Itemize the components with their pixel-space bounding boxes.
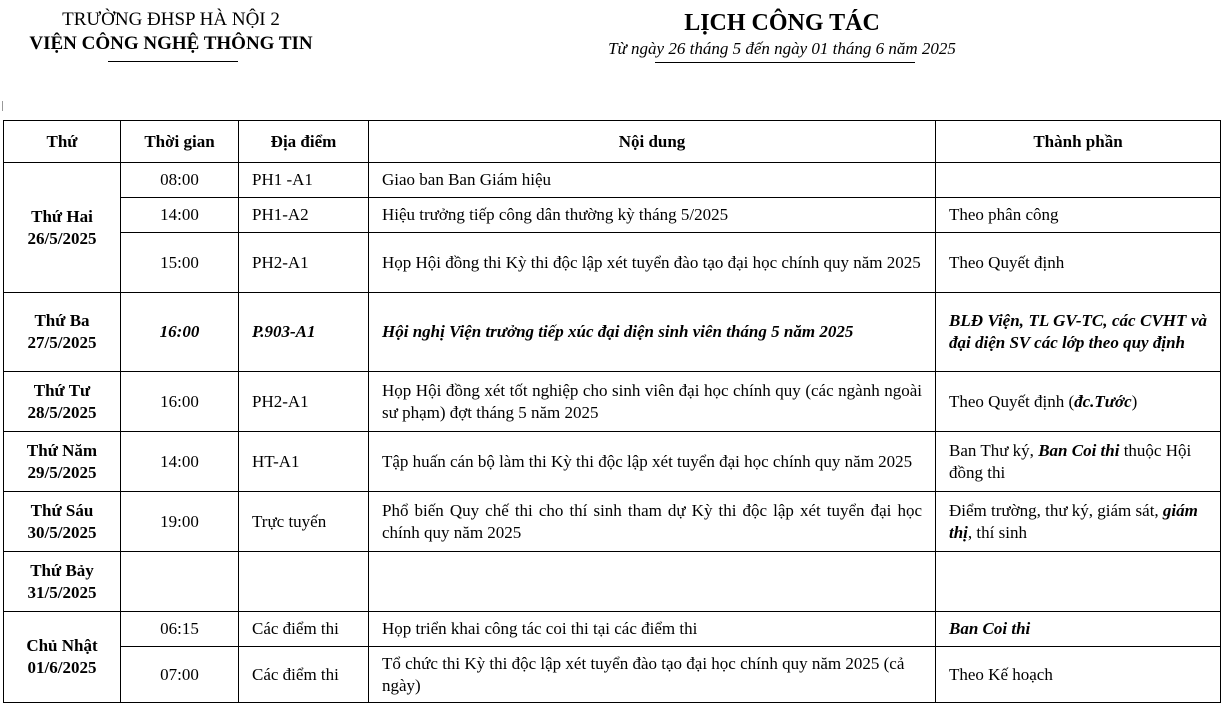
day-date: 27/5/2025 (27, 333, 97, 352)
table-row (4, 612, 1221, 647)
time-cell: 08:00 (121, 163, 239, 198)
day-cell (4, 552, 121, 612)
place-cell: PH2-A1 (239, 372, 369, 432)
participants-cell: Theo phân công (936, 198, 1221, 233)
col-day-header: Thứ (4, 121, 121, 163)
participants-text: Ban Thư ký, (949, 440, 1039, 460)
day-name: Thứ Tư (33, 380, 91, 400)
day-name: Thứ Hai (31, 206, 93, 226)
institute-name: VIỆN CÔNG NGHỆ THÔNG TIN (29, 33, 313, 54)
day-name: Thứ Ba (34, 311, 90, 330)
participants-emphasis: Ban Coi thi (1038, 440, 1120, 460)
day-name: Thứ Năm (26, 440, 98, 460)
day-date: 29/5/2025 (27, 462, 97, 482)
col-time-header: Thời gian (121, 121, 239, 163)
participants-cell: Theo Quyết định (936, 233, 1221, 293)
time-cell: 14:00 (121, 432, 239, 492)
content-cell: Phổ biến Quy chế thi cho thí sinh tham dự Kỳ thi độc lập xét tuyển đại học chính quy năm 2025 (369, 492, 936, 552)
day-cell (4, 372, 121, 432)
day-date: 30/5/2025 (27, 522, 97, 542)
time-cell: 19:00 (121, 492, 239, 552)
table-row (4, 233, 1221, 293)
day-date: 26/5/2025 (27, 228, 97, 248)
content-cell: Họp Hội đồng thi Kỳ thi độc lập xét tuyển đào tạo đại học chính quy năm 2025 (369, 233, 936, 293)
content-cell: Tổ chức thi Kỳ thi độc lập xét tuyển đào tạo đại học chính quy năm 2025 (cả ngày) (369, 647, 936, 703)
table-row (4, 163, 1221, 198)
time-cell: 16:00 (121, 293, 239, 372)
table-row (4, 432, 1221, 492)
page-corner-mark (2, 101, 3, 111)
day-date: 28/5/2025 (27, 402, 97, 422)
participants-cell (936, 492, 1221, 552)
time-cell: 06:15 (121, 612, 239, 647)
participants-text: thuộc Hội đồng thi (949, 440, 1192, 482)
day-cell (4, 163, 121, 293)
day-name: Chủ Nhật (26, 636, 98, 655)
document-subtitle: Từ ngày 26 tháng 5 đến ngày 01 tháng 6 năm 2025 (608, 39, 956, 58)
participants-text: Theo Quyết định ( (949, 391, 1075, 411)
day-date: 31/5/2025 (27, 582, 97, 602)
document-header-right (560, 8, 1004, 60)
participants-cell (936, 372, 1221, 432)
participants-text: ) (1131, 391, 1138, 411)
day-name: Thứ Bảy (30, 560, 94, 580)
participants-cell: Theo Kế hoạch (936, 647, 1221, 703)
day-cell (4, 612, 121, 703)
table-header-row (4, 121, 1221, 163)
table-row (4, 492, 1221, 552)
subtitle-underline (655, 62, 915, 63)
place-cell (239, 552, 369, 612)
content-cell: Tập huấn cán bộ làm thi Kỳ thi độc lập xét tuyển đại học chính quy năm 2025 (369, 432, 936, 492)
table-row (4, 198, 1221, 233)
header-underline (108, 61, 238, 62)
participants-cell (936, 163, 1221, 198)
place-cell: PH1 -A1 (239, 163, 369, 198)
day-cell (4, 293, 121, 372)
content-cell: Hội nghị Viện trưởng tiếp xúc đại diện sinh viên tháng 5 năm 2025 (369, 293, 936, 372)
participants-cell: BLĐ Viện, TL GV-TC, các CVHT và đại diện SV các lớp theo quy định (936, 293, 1221, 372)
table-row (4, 293, 1221, 372)
participants-text: , thí sinh (967, 522, 1027, 542)
col-participants-header: Thành phần (936, 121, 1221, 163)
table-row (4, 647, 1221, 703)
participants-text: Điểm trường, thư ký, giám sát, (949, 500, 1163, 520)
table-row (4, 372, 1221, 432)
content-cell (369, 552, 936, 612)
place-cell: Các điểm thi (239, 647, 369, 703)
day-date: 01/6/2025 (27, 658, 97, 677)
place-cell: PH1-A2 (239, 198, 369, 233)
day-cell (4, 492, 121, 552)
place-cell: Các điểm thi (239, 612, 369, 647)
time-cell: 14:00 (121, 198, 239, 233)
time-cell: 07:00 (121, 647, 239, 703)
participants-cell (936, 432, 1221, 492)
document-title: LỊCH CÔNG TÁC (684, 10, 880, 36)
content-cell: Giao ban Ban Giám hiệu (369, 163, 936, 198)
place-cell: P.903-A1 (239, 293, 369, 372)
content-cell: Hiệu trưởng tiếp công dân thường kỳ tháng 5/2025 (369, 198, 936, 233)
content-cell: Họp triển khai công tác coi thi tại các điểm thi (369, 612, 936, 647)
col-place-header: Địa điểm (239, 121, 369, 163)
place-cell: HT-A1 (239, 432, 369, 492)
col-content-header: Nội dung (369, 121, 936, 163)
participants-cell: Ban Coi thi (936, 612, 1221, 647)
place-cell: Trực tuyến (239, 492, 369, 552)
table-row (4, 552, 1221, 612)
schedule-table (3, 120, 1221, 703)
document-header-left (0, 8, 342, 56)
time-cell (121, 552, 239, 612)
day-name: Thứ Sáu (30, 500, 94, 520)
day-cell (4, 432, 121, 492)
school-name: TRƯỜNG ĐHSP HÀ NỘI 2 (62, 9, 280, 30)
time-cell: 16:00 (121, 372, 239, 432)
time-cell: 15:00 (121, 233, 239, 293)
content-cell: Họp Hội đồng xét tốt nghiệp cho sinh viên đại học chính quy (các ngành ngoài sư phạm) đợt tháng 5 năm 2025 (369, 372, 936, 432)
participants-emphasis: giám thị (949, 500, 1198, 542)
participants-emphasis: đc.Tước (1074, 391, 1132, 411)
participants-cell (936, 552, 1221, 612)
place-cell: PH2-A1 (239, 233, 369, 293)
